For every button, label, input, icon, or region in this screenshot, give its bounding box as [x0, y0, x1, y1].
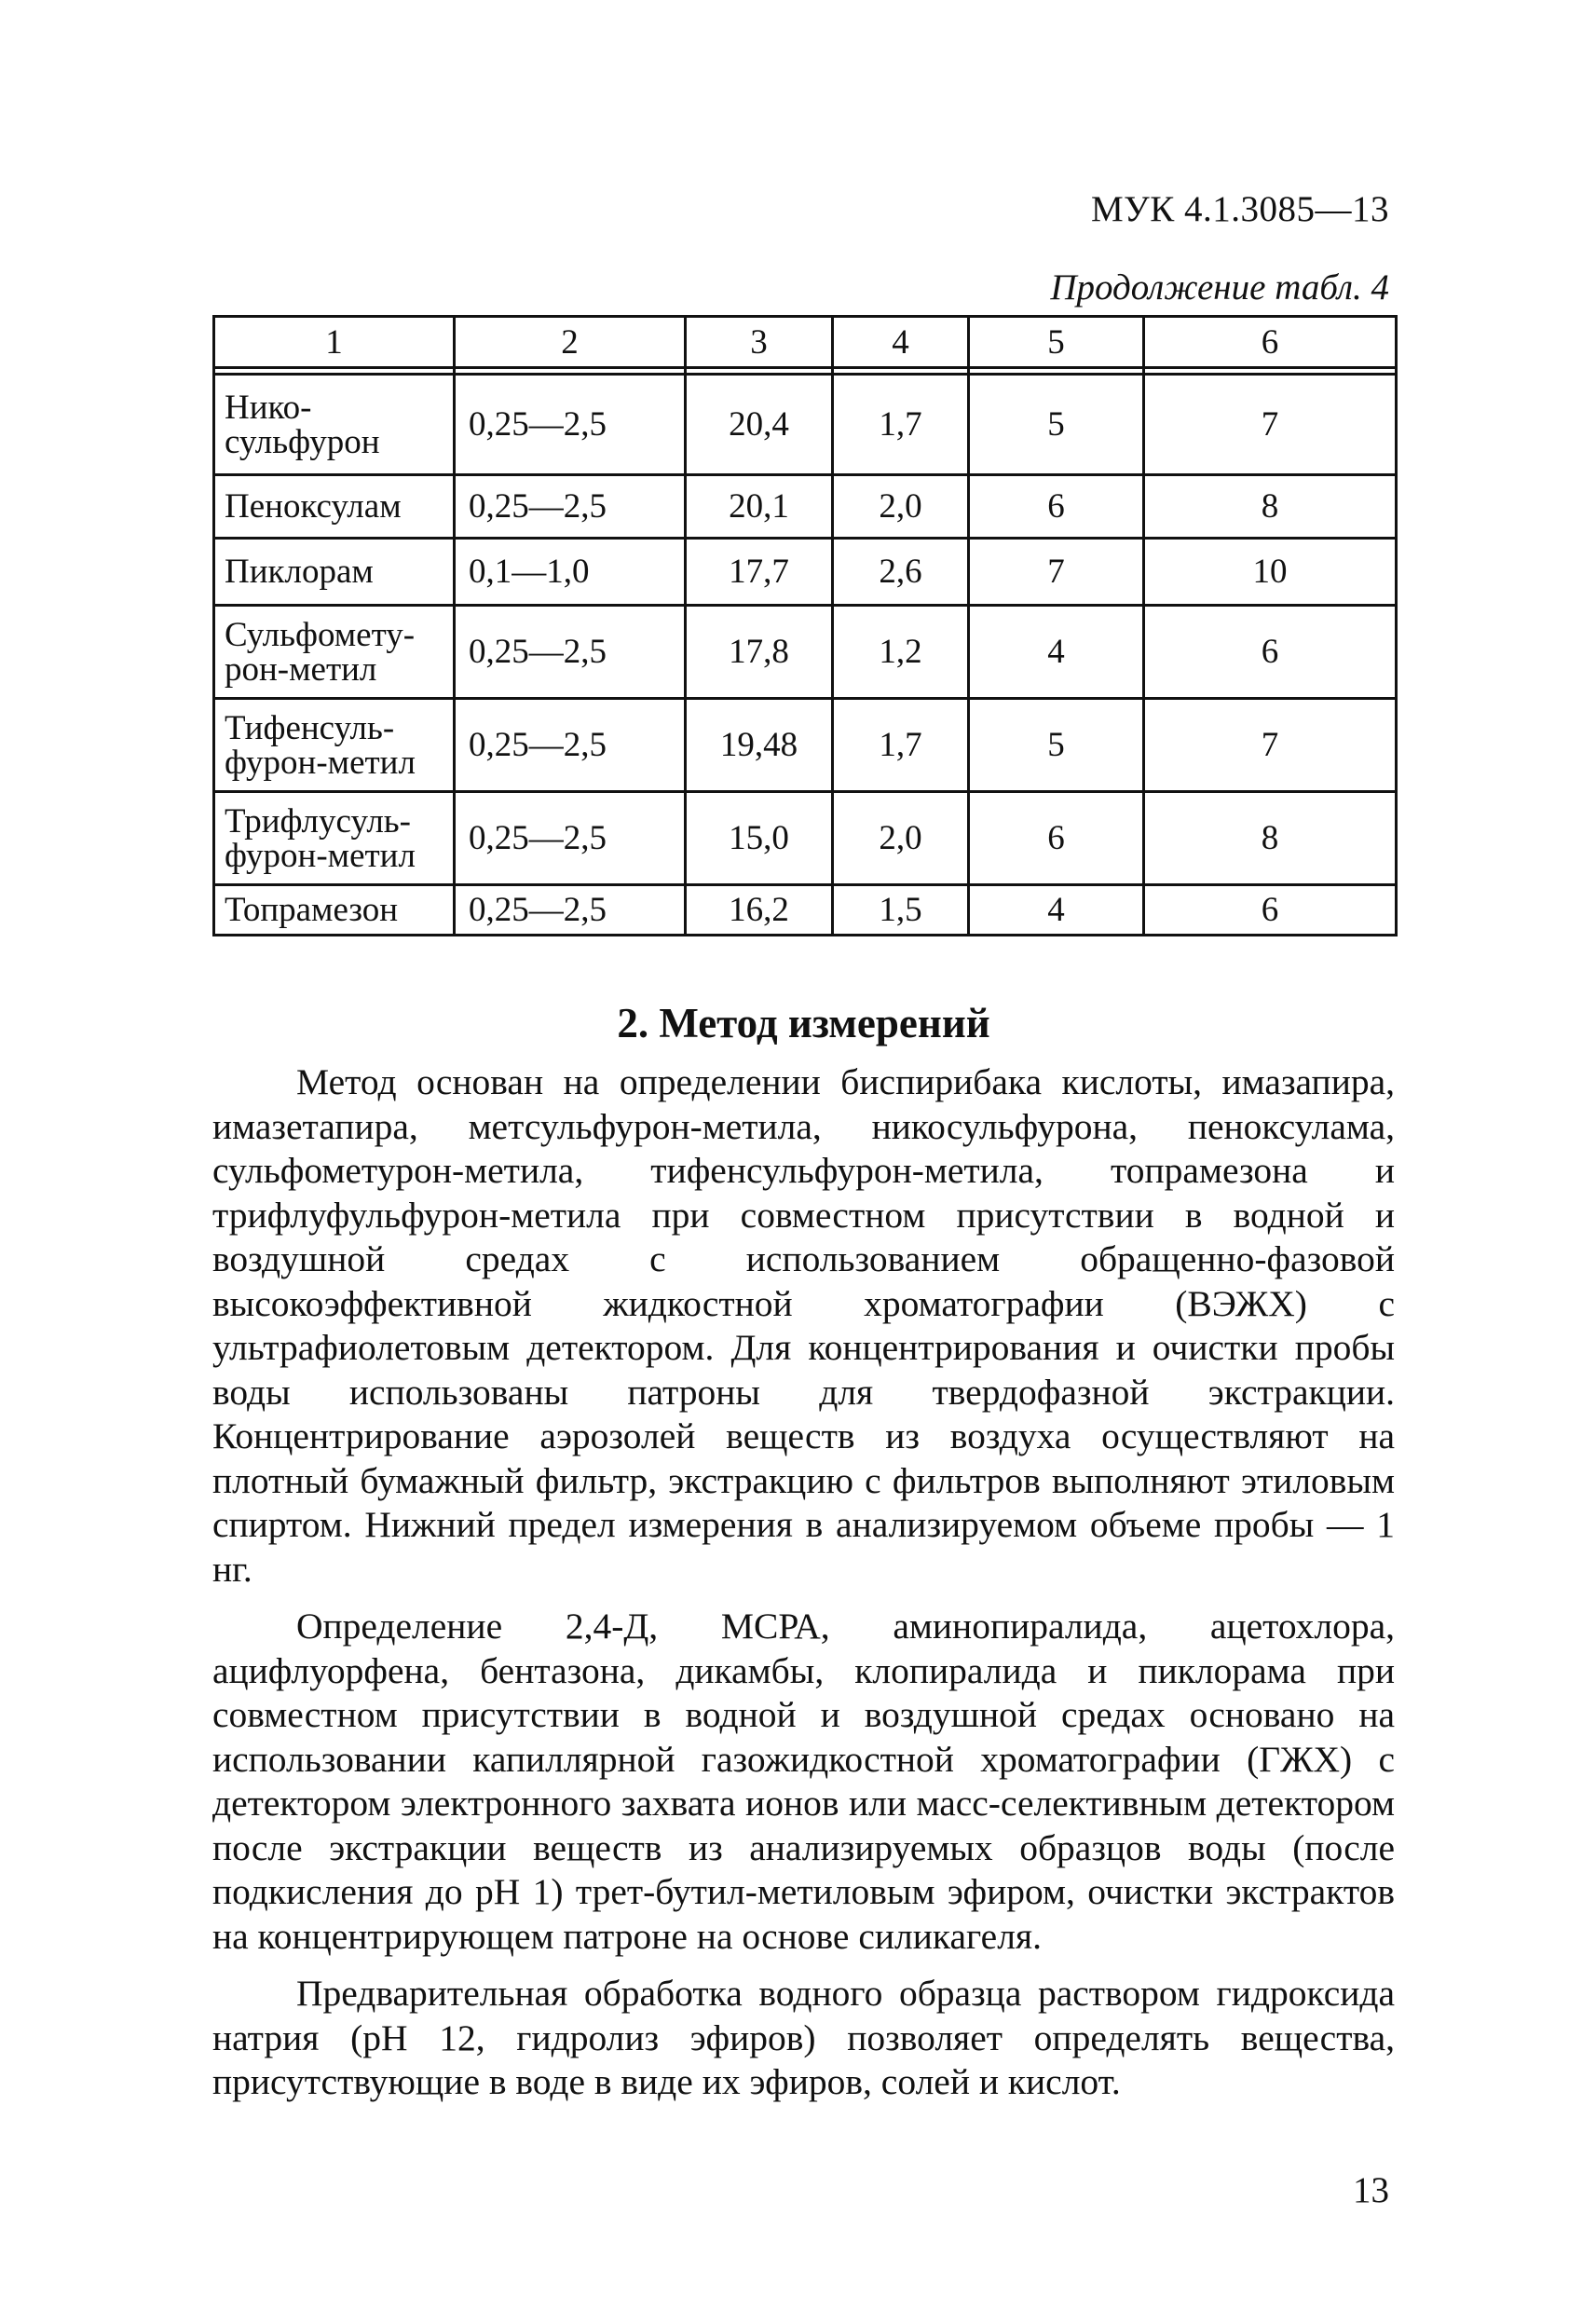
table-row: [214, 475, 1397, 539]
table-cell: 20,1: [686, 475, 833, 539]
table-cell: 10: [1144, 539, 1397, 606]
table-cell: 8: [1144, 792, 1397, 885]
header-separator: [214, 368, 1397, 375]
paragraph: Определение 2,4-Д, МСРА, аминопиралида, ацетохлора, ацифлуорфена, бентазона, дикамбы, клопиралида и пиклорама при совместном присутствии в водной и воздушной средах основано на использовании капиллярной газожидкостной хроматографии (ГЖХ) с детектором электронного захвата ионов или масс-селективным детектором после экстракции веществ из анализируемых образцов воды (после подкисления до рН 1) трет-бутил-метиловым эфиром, очистки экстрактов на концентрирующем патроне на основе силикагеля.: [212, 1606, 1395, 1957]
substance-name: Трифлусуль- фурон-метил: [214, 792, 455, 885]
table-cell: 6: [969, 475, 1144, 539]
page-number: 13: [1353, 2170, 1389, 2210]
table-row: [214, 375, 1397, 475]
section-title: 2. Метод измерений: [617, 1000, 990, 1046]
substance-name: Пеноксулам: [214, 475, 455, 539]
doc-code: МУК 4.1.3085—13: [1090, 189, 1389, 229]
table-cell: 8: [1144, 475, 1397, 539]
table-row: [214, 699, 1397, 792]
range-cell: 0,25—2,5: [455, 475, 686, 539]
table-row: [214, 539, 1397, 606]
column-header: 6: [1144, 317, 1397, 368]
table-cell: 2,0: [833, 792, 969, 885]
table-cell: 15,0: [686, 792, 833, 885]
table-cell: 7: [969, 539, 1144, 606]
column-header: 2: [455, 317, 686, 368]
substance-name: Нико- сульфурон: [214, 375, 455, 475]
table-header-row: [214, 317, 1397, 368]
table-cell: 17,7: [686, 539, 833, 606]
table-cell: 7: [1144, 375, 1397, 475]
table-cell: 2,6: [833, 539, 969, 606]
table-cell: 5: [969, 375, 1144, 475]
column-header: 1: [214, 317, 455, 368]
substance-name: Тифенсуль- фурон-метил: [214, 699, 455, 792]
paragraph: Метод основан на определении биспирибака кислоты, имазапира, имазетапира, метсульфурон-метила, никосульфурона, пеноксулама, сульфометурон-метила, тифенсульфурон-метила, топрамезона и трифлуфульфурон-метила при совместном присутствии в водной и воздушной средах с использованием обращенно-фазовой высокоэффективной жидкостной хроматографии (ВЭЖХ) с ультрафиолетовым детектором. Для концентрирования и очистки пробы воды использованы патроны для твердофазной экстракции. Концентрирование аэрозолей веществ из воздуха осуществляют на плотный бумажный фильтр, экстракцию с фильтров выполняют этиловым спиртом. Нижний предел измерения в анализируемом объеме пробы — 1 нг.: [212, 1061, 1395, 1590]
column-header: 5: [969, 317, 1144, 368]
range-cell: 0,25—2,5: [455, 699, 686, 792]
table-row: [214, 606, 1397, 699]
table-cell: 20,4: [686, 375, 833, 475]
table-cell: 7: [1144, 699, 1397, 792]
table-cell: 1,7: [833, 375, 969, 475]
paragraph: Предварительная обработка водного образца раствором гидроксида натрия (рН 12, гидролиз эфиров) позволяет определять вещества, присутствующие в воде в виде их эфиров, солей и кислот.: [212, 1973, 1395, 2102]
table-cell: 19,48: [686, 699, 833, 792]
table-cell: 4: [969, 885, 1144, 936]
table-cell: 6: [1144, 606, 1397, 699]
table-cell: 4: [969, 606, 1144, 699]
table-cell: 1,2: [833, 606, 969, 699]
table-cell: 17,8: [686, 606, 833, 699]
table-row: [214, 885, 1397, 936]
table-cell: 6: [1144, 885, 1397, 936]
table-cell: 1,7: [833, 699, 969, 792]
range-cell: 0,25—2,5: [455, 606, 686, 699]
range-cell: 0,25—2,5: [455, 885, 686, 936]
column-header: 4: [833, 317, 969, 368]
table-row: [214, 792, 1397, 885]
table-cell: 6: [969, 792, 1144, 885]
table-cell: 2,0: [833, 475, 969, 539]
substance-name: Пиклорам: [214, 539, 455, 606]
table-cell: 5: [969, 699, 1144, 792]
table-caption: Продолжение табл. 4: [1050, 267, 1389, 308]
range-cell: 0,25—2,5: [455, 375, 686, 475]
substance-name: Сульфомету- рон-метил: [214, 606, 455, 699]
substance-name: Топрамезон: [214, 885, 455, 936]
table-cell: 16,2: [686, 885, 833, 936]
table-cell: 1,5: [833, 885, 969, 936]
column-header: 3: [686, 317, 833, 368]
range-cell: 0,1—1,0: [455, 539, 686, 606]
data-table: [212, 315, 1398, 936]
section-body: [212, 1060, 1395, 2118]
range-cell: 0,25—2,5: [455, 792, 686, 885]
